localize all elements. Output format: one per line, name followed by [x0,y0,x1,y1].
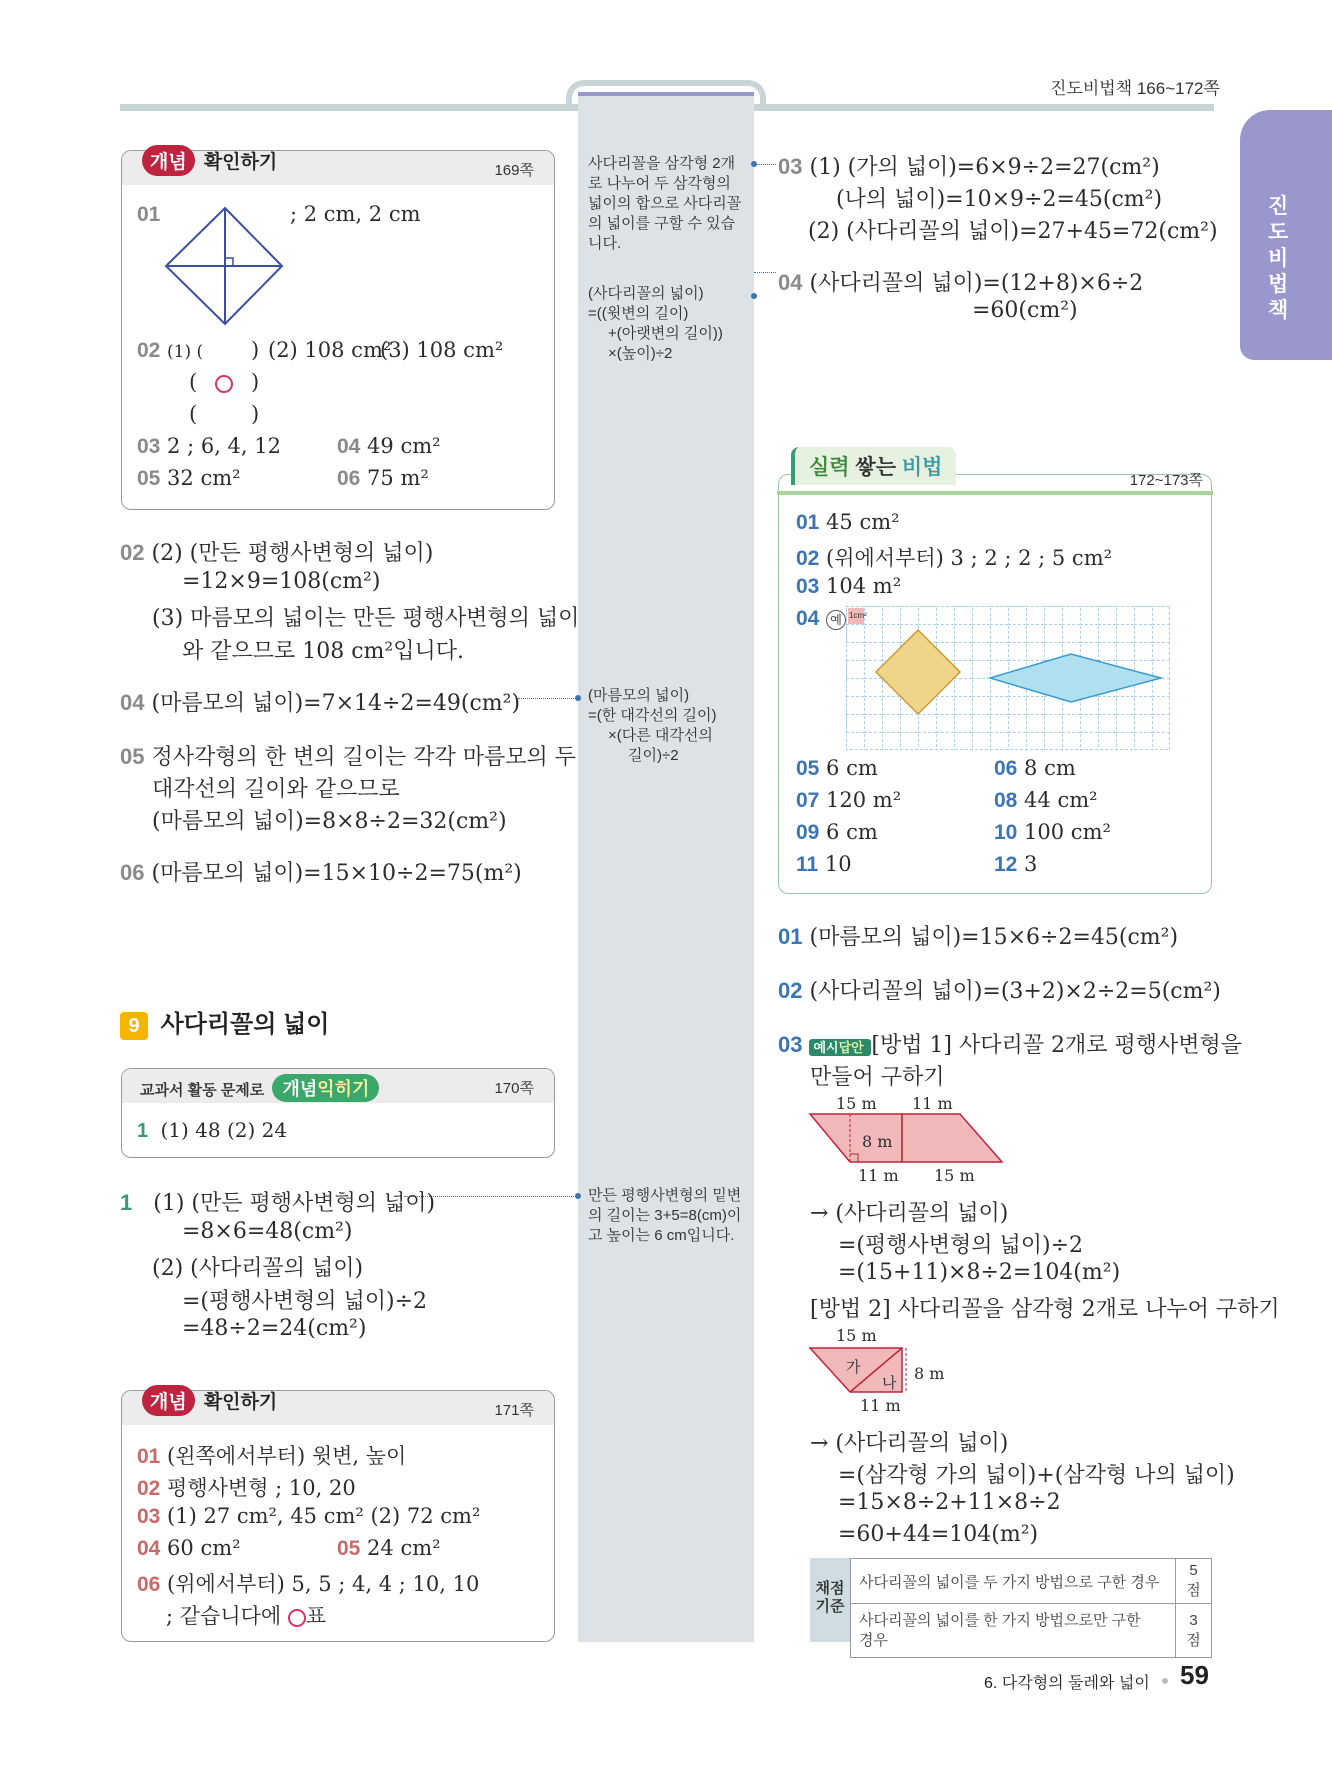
skill-answer-12 [994,852,1037,877]
practice-answer-1 [137,1118,287,1143]
solution-02 [120,536,433,567]
note-line: +(아랫변의 길이)) [608,325,723,342]
note-rhombus-formula [588,686,748,766]
box-title-text: 확인하기 [203,152,278,173]
q-num: 05 [796,757,820,780]
skill-answer-03 [796,574,901,599]
page-number: 59 [1180,1660,1209,1690]
answer-02-row2-close: ) [251,370,260,394]
answer-text: 60 cm² [167,1536,241,1560]
answer-text: 3 [1024,852,1038,876]
method2-line2: =(삼각형 가의 넓이)+(삼각형 나의 넓이) [838,1463,1235,1488]
q-num: 07 [796,789,820,812]
badge-part: 개념 [282,1079,318,1099]
right-solution-03-line2: (나의 넓이)=10×9÷2=45(cm²) [836,187,1163,212]
q-num: 06 [994,757,1018,780]
box3-answer-06 [137,1568,479,1598]
method2-line3: =15×8÷2+11×8÷2 [838,1490,1061,1515]
solution-02-line2: =12×9=108(cm²) [182,569,381,594]
side-tab [1240,110,1332,360]
solution-line: [방법 1] 사다리꼴 2개로 평행사변형을 [871,1033,1243,1058]
skill-answer-11 [796,852,852,877]
solution-1-line4: =(평행사변형의 넓이)÷2 [182,1289,428,1314]
q-num: 08 [994,789,1018,812]
box-label [140,1074,379,1102]
skill-solution-03-line2: 만들어 구하기 [810,1065,945,1090]
connector [754,164,776,165]
q-num: 12 [994,853,1018,876]
concept-badge: 개념 [142,145,195,176]
connector-dot [575,1193,581,1199]
circle-mark [288,1609,306,1627]
concept-badge: 개념 [142,1385,195,1416]
method1-line2: =(평행사변형의 넓이)÷2 [838,1233,1084,1258]
scoring-criterion [851,1604,1176,1658]
solution-1-line2: =8×6=48(cm²) [182,1219,353,1244]
q-num: 01 [778,924,803,949]
q-num: 04 [137,1537,161,1560]
q-num: 1 [137,1120,149,1142]
fig1-label-top1: 15 m [836,1094,877,1113]
scoring-criterion-line: 사다리꼴의 넓이를 한 가지 방법으로만 구한 [859,1611,1141,1629]
note-line: ×(높이)÷2 [608,345,673,362]
grid-unit-label: 1cm² [849,611,867,620]
skill-solution-03 [778,1028,1242,1059]
box-label-text: 교과서 활동 문제로 [140,1082,265,1099]
side-char: 도 [1268,221,1289,244]
side-char: 비 [1268,247,1289,270]
answer-04 [337,434,441,459]
answer-02-3: (3) 108 cm² [380,338,504,362]
example-badge: 예 [826,610,846,630]
solution-line: (1) (만든 평행사변형의 넓이) [153,1191,436,1216]
right-solution-04 [778,266,1143,297]
solution-05-line2: 대각선의 길이와 같으므로 [152,777,400,802]
method2-line4: =60+44=104(m²) [838,1522,1039,1547]
side-tab-text [1268,194,1288,324]
method1-line3: =(15+11)×8÷2=104(m²) [838,1260,1121,1285]
skill-answer-06 [994,756,1076,781]
answer-02-1-open: (1) ( [167,342,204,362]
box-page: 169쪽 [494,162,534,179]
solution-line: (사다리꼴의 넓이)=(12+8)×6÷2 [809,271,1144,296]
answer-02-row3-open: ( [189,402,198,426]
fig1-label-height: 8 m [862,1132,893,1151]
scoring-row [851,1559,1212,1604]
answer-02-row2-open: ( [189,370,198,394]
badge-part: 답안 [838,1039,864,1055]
q-num: 02 [796,547,820,570]
fig1-label-bot1: 11 m [858,1166,899,1185]
fig2-label-a: 가 [846,1359,861,1376]
q-num: 05 [137,467,161,490]
top-rule-right [754,104,1214,111]
rhombus-figure [162,204,288,328]
solution-02-line4: 와 같으므로 108 cm²입니다. [182,639,464,664]
q-num: 04 [337,435,361,458]
skill-answer-02 [796,542,1112,572]
title-part: 비법 [901,456,943,479]
answer-01-text: ; 2 cm, 2 cm [290,202,421,226]
connector [518,698,578,699]
section-heading [120,1004,329,1040]
skill-solution-01 [778,920,1178,951]
fig2-label-top: 15 m [836,1326,877,1345]
q-num: 03 [778,154,803,179]
side-char: 진 [1268,195,1289,218]
answer-text: 32 cm² [167,466,241,490]
q-num: 02 [137,339,161,362]
answer-text: (1) 27 cm², 45 cm² (2) 72 cm² [167,1504,481,1528]
q-num: 04 [796,607,820,630]
connector [754,272,776,273]
answer-text: 75 m² [367,466,429,490]
skill-answer-05 [796,756,878,781]
method2-line1: → (사다리꼴의 넓이) [810,1431,1009,1456]
practice-box [121,1068,555,1158]
connector-dot [751,161,757,167]
footer-chapter: 6. 다각형의 둘레와 넓이 [984,1675,1150,1692]
note-line: 길이)÷2 [628,747,679,764]
note-trapezoid-split: 사다리꼴을 삼각형 2개로 나누어 두 삼각형의 넓이의 합으로 사다리꼴의 넓이를 구할 수 있습니다. [588,155,742,252]
note-line: (사다리꼴의 넓이) [588,285,704,302]
right-solution-04-line2: =60(cm²) [972,298,1078,323]
answer-text: 49 cm² [367,434,441,458]
answer-text: (1) 48 (2) 24 [160,1118,288,1142]
badge-part: 익히기 [317,1079,370,1099]
q-num: 02 [137,1477,161,1500]
note-line: ×(다른 대각선의 [608,727,713,744]
circle-mark [215,375,233,393]
answer-text: 45 cm² [826,510,900,534]
solution-line: (사다리꼴의 넓이)=(3+2)×2÷2=5(cm²) [809,979,1221,1004]
badge-part: 예시 [813,1039,839,1055]
solution-05 [120,740,576,771]
skill-answer-01 [796,510,900,535]
q-num: 11 [796,853,819,876]
answer-02-2: (2) 108 cm² [268,338,392,362]
section-number: 9 [120,1012,148,1040]
solution-05-line3: (마름모의 넓이)=8×8÷2=32(cm²) [152,809,507,834]
right-solution-03 [778,150,1160,181]
solution-line: 정사각형의 한 변의 길이는 각각 마름모의 두 [151,745,576,770]
box-title [142,1385,277,1416]
box-page: 170쪽 [494,1080,534,1097]
scoring-criterion: 사다리꼴의 넓이를 두 가지 방법으로 구한 경우 [851,1559,1176,1604]
scoring-row [851,1604,1212,1658]
box-page: 171쪽 [494,1402,534,1419]
scoring-table [850,1558,1212,1658]
method2-title: [방법 2] 사다리꼴을 삼각형 2개로 나누어 구하기 [810,1297,1280,1322]
q-num: 02 [778,978,803,1003]
scoring-points: 5점 [1176,1559,1212,1604]
title-part: 쌓는 [855,456,896,479]
note-line: =((윗변의 길이) [588,305,689,322]
note-trapezoid-formula [588,284,748,364]
solution-line: (마름모의 넓이)=7×14÷2=49(cm²) [151,691,521,716]
answer-06 [337,466,429,491]
answer-text: 24 cm² [367,1536,441,1560]
solution-04 [120,686,520,717]
answer-02 [137,338,203,363]
skill-answer-08 [994,788,1098,813]
solution-line: (2) (만든 평행사변형의 넓이) [151,541,434,566]
q-num: 05 [337,1537,361,1560]
answer-text: 8 cm [1024,756,1076,780]
scoring-label [810,1558,850,1642]
answer-text: 44 cm² [1024,788,1098,812]
fig1-label-bot2: 15 m [934,1166,975,1185]
solution-02-line3: (3) 마름모의 넓이는 만든 평행사변형의 넓이 [152,606,580,631]
scoring-label-line: 기준 [815,1598,845,1615]
answer-text: 104 m² [826,574,902,598]
answer-03 [137,434,281,459]
box3-answer-01 [137,1440,406,1470]
skill-answer-07 [796,788,901,813]
q-num: 10 [994,821,1018,844]
box3-answer-02 [137,1472,356,1502]
note-line: (마름모의 넓이) [588,687,690,704]
q-num: 03 [137,1505,161,1528]
answer-02-1-close: ) [251,338,260,362]
skill-solution-02 [778,974,1221,1005]
box3-answer-06-line2 [166,1600,326,1630]
answer-text: 표 [305,1604,327,1628]
q-num: 01 [796,511,820,534]
section-title: 사다리꼴의 넓이 [160,1011,330,1038]
answer-text: 2 ; 6, 4, 12 [167,434,281,458]
answer-text: 평행사변형 ; 10, 20 [167,1476,356,1500]
q-num: 09 [796,821,820,844]
solution-06 [120,856,522,887]
answer-05 [137,466,241,491]
skill-answer-10 [994,820,1111,845]
note-parallelogram: 만든 평행사변형의 밑변의 길이는 3+5=8(cm)이고 높이는 6 cm입니다. [588,1187,742,1244]
example-answer-badge [809,1039,871,1056]
answer-text: (위에서부터) 3 ; 2 ; 2 ; 5 cm² [826,546,1113,570]
q-num: 06 [137,1573,161,1596]
solution-1-line3: (2) (사다리꼴의 넓이) [152,1256,364,1281]
fig1-label-top2: 11 m [912,1094,953,1113]
q-num: 06 [120,860,145,885]
skill-answer-09 [796,820,878,845]
answer-text: ; 같습니다에 [166,1604,282,1628]
scoring-points: 3점 [1176,1604,1212,1658]
q-num: 03 [796,575,820,598]
answer-text: 100 cm² [1024,820,1111,844]
scoring-criterion-line: 경우 [859,1631,888,1649]
box-title [142,145,277,176]
q-num: 06 [337,467,361,490]
grid-figure [846,606,1170,750]
q-num: 04 [778,270,803,295]
page-range: 진도비법책 166~172쪽 [1050,79,1220,98]
answer-text: 10 [824,852,852,876]
answer-text: 120 m² [826,788,902,812]
practice-badge [272,1074,379,1102]
q-num: 01 [137,203,161,226]
note-line: =(한 대각선의 길이) [588,707,717,724]
q-num: 02 [120,540,145,565]
fig2-label-height: 8 m [914,1364,945,1383]
box3-answer-03 [137,1504,480,1529]
side-char: 책 [1268,299,1289,322]
method1-line1: → (사다리꼴의 넓이) [810,1201,1009,1226]
answer-text: (왼쪽에서부터) 윗변, 높이 [167,1444,407,1468]
fig2-label-bot: 11 m [860,1396,901,1415]
footer-dot [1162,1678,1168,1684]
q-num: 01 [137,1445,161,1468]
q-num: 04 [120,690,145,715]
scoring-label-line: 채점 [815,1580,845,1597]
answer-02-row3-close: ) [251,402,260,426]
solution-line: (마름모의 넓이)=15×6÷2=45(cm²) [809,925,1179,950]
solution-line: (1) (가의 넓이)=6×9÷2=27(cm²) [809,155,1160,180]
side-char: 법 [1268,273,1289,296]
answer-text: (위에서부터) 5, 5 ; 4, 4 ; 10, 10 [167,1572,480,1596]
q-num: 03 [137,435,161,458]
box-title-text: 확인하기 [203,1392,278,1413]
connector-dot [751,293,757,299]
solution-line: (마름모의 넓이)=15×10÷2=75(m²) [151,861,522,886]
q-num: 1 [120,1190,133,1215]
answer-01 [137,202,160,227]
q-num: 03 [778,1032,803,1057]
skill-box-header-rule [777,491,1213,495]
skill-answer-04 [796,606,846,631]
box-page: 172~173쪽 [1129,472,1203,489]
answer-text: 6 cm [826,756,878,780]
fig2-label-b: 나 [882,1375,897,1392]
connector-dot [575,695,581,701]
solution-1 [120,1186,435,1217]
skill-box-title [791,447,956,485]
right-solution-03-line3: (2) (사다리꼴의 넓이)=27+45=72(cm²) [808,219,1218,244]
box3-answer-05 [337,1536,441,1561]
top-rule [120,104,578,111]
q-num: 05 [120,744,145,769]
answer-text: 6 cm [826,820,878,844]
box3-answer-04 [137,1536,241,1561]
solution-1-line5: =48÷2=24(cm²) [182,1316,367,1341]
title-part: 실력 [809,456,850,479]
